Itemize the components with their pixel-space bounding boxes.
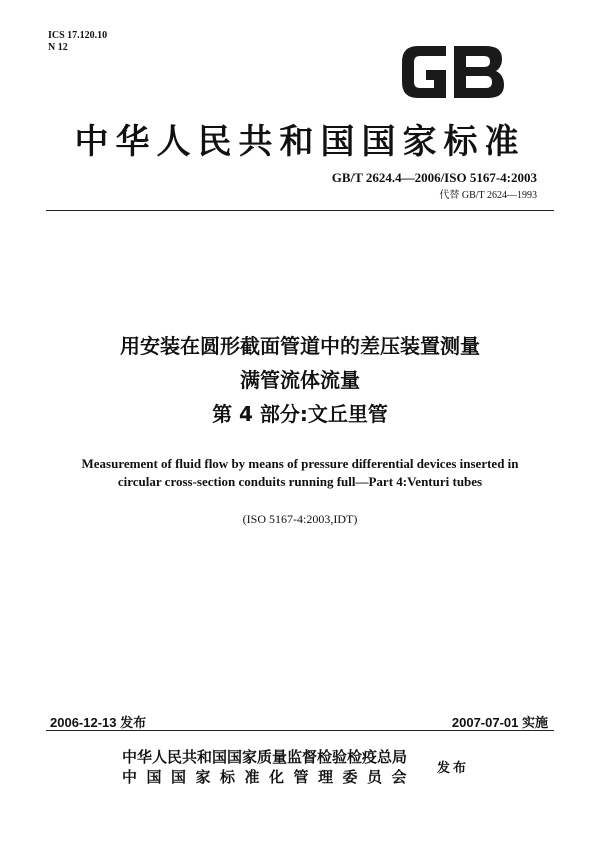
title-en-line-1: Measurement of fluid flow by means of pressure differential devices inserted in [81,456,519,471]
implementation-date: 2007-07-01 实施 [451,715,548,730]
issue-date: 2006-12-13 发布 [50,715,147,730]
gb-logo-text: GB [453,80,455,81]
publish-label: 发布 [437,761,470,776]
ccs-code: N 12 [48,42,68,53]
ics-code: ICS 17.120.10 [48,30,108,41]
issuer-line-2: 中国国家标准化管理委员会 [122,768,417,786]
iso-reference: (ISO 5167-4:2003,IDT) [242,512,358,526]
issuer-line-1: 中华人民共和国国家质量监督检验检疫总局 [122,748,408,766]
title-cn-line-2: 满管流体流量 [240,368,360,392]
title-cn-line-3: 第 4 部分:文丘里管 [212,402,388,426]
title-cn-line-1: 用安装在圆形截面管道中的差压装置测量 [120,334,480,358]
gb-logo [398,40,508,104]
replaces-note: 代替 GB/T 2624—1993 [439,190,537,201]
classification-codes [48,30,107,54]
standard-type-heading: 中华人民共和国国家标准 [74,122,526,162]
title-en-line-2: circular cross-section conduits running full—Part 4:Venturi tubes [117,474,483,489]
bottom-divider [46,730,554,731]
top-divider [46,210,554,211]
standard-number: GB/T 2624.4—2006/ISO 5167-4:2003 [331,170,537,185]
